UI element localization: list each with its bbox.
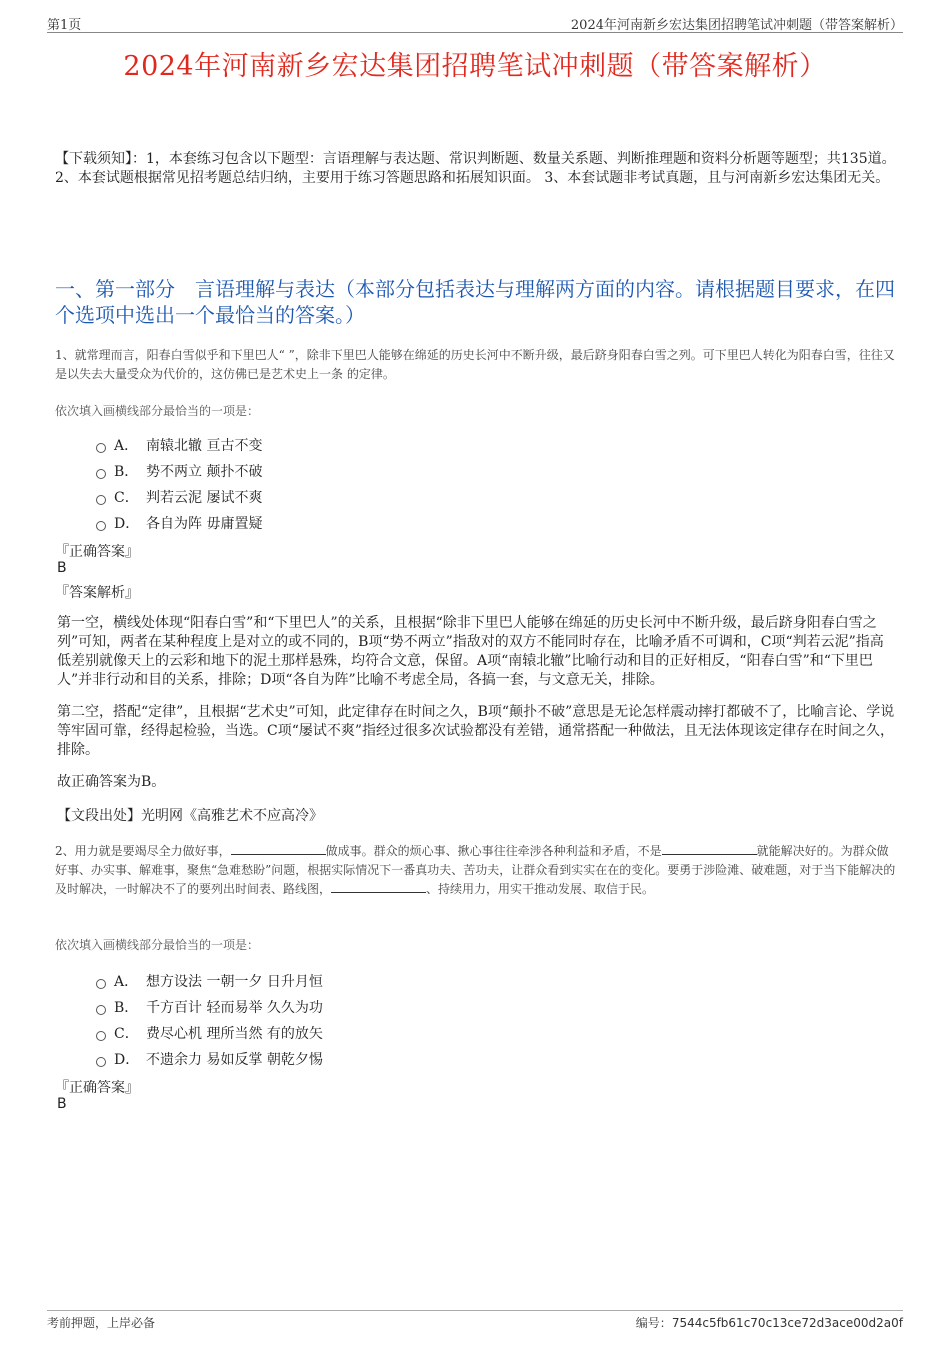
footer-code-label: 编号： [635, 1316, 672, 1330]
analysis-label: 『答案解析』 [55, 585, 139, 601]
radio-icon[interactable] [96, 1031, 106, 1041]
option-c[interactable] [96, 484, 262, 510]
option-text: 不遗余力 易如反掌 朝乾夕惕 [146, 1052, 323, 1068]
footer-code [636, 1314, 903, 1331]
option-text: 想方设法 一朝一夕 日升月恒 [146, 974, 323, 990]
question-1-text: 1、就常理而言，阳春白雪似乎和下里巴人“ ”，除非下里巴人能够在绵延的历史长河中不断升级，最后跻身阳春白雪之列。可下里巴人转化为阳春白雪，往往又是以失去大量受众为代价的，这仿佛已是艺术史上一条 的定律。 [55, 348, 895, 381]
answer-value: B [57, 560, 67, 576]
header-doc-title: 2024年河南新乡宏达集团招聘笔试冲刺题（带答案解析） [570, 18, 903, 33]
option-letter: C． [114, 490, 139, 506]
question-2-text-part: 做成事。群众的烦心事、揪心事往往牵涉各种利益和矛盾，不是 [325, 844, 662, 858]
option-text: 南辕北辙 亘古不变 [146, 438, 263, 454]
option-d[interactable] [96, 1046, 323, 1072]
fill-blank[interactable] [662, 842, 757, 855]
radio-icon[interactable] [96, 521, 106, 531]
question-1-options [96, 432, 262, 536]
option-letter: C． [114, 1026, 139, 1042]
question-1-prompt: 依次填入画横线部分最恰当的一项是： [55, 404, 260, 418]
fill-blank[interactable] [331, 880, 426, 893]
download-notice: 【下载须知】：1，本套练习包含以下题型：言语理解与表达题、常识判断题、数量关系题、判断推理题和资料分析题等题型；共135道。 2、本套试题根据常见招考题总结归纳，主要用于练习答题思路和拓展知识面。 3、本套试题非考试真题，且与河南新乡宏达集团无关。 [55, 151, 896, 186]
option-letter: D． [114, 1052, 140, 1068]
footer-divider [47, 1310, 903, 1311]
question-2-text-part: 就能解决好的。为群众做好事、办实事、解难事，聚焦“急难愁盼”问题，根据实际情况下一番真功夫、苦功夫，让群众看到实实在在的变化。要勇于涉险滩、破难题，对于当下能解决的及时解决，一时解决不了的要列出时间表、路线图， [55, 844, 896, 896]
radio-icon[interactable] [96, 443, 106, 453]
option-d[interactable] [96, 510, 262, 536]
page-number: 第1页 [47, 18, 82, 33]
option-text: 势不两立 颠扑不破 [146, 464, 263, 480]
radio-icon[interactable] [96, 1057, 106, 1067]
question-2-text [55, 842, 900, 899]
option-b[interactable] [96, 994, 323, 1020]
radio-icon[interactable] [96, 495, 106, 505]
footer-code-value: 7544c5fb61c70c13ce72d3ace00d2a0f [671, 1316, 903, 1330]
option-text: 千方百计 轻而易举 久久为功 [146, 1000, 323, 1016]
page-title: 2024年河南新乡宏达集团招聘笔试冲刺题（带答案解析） [123, 51, 827, 82]
option-c[interactable] [96, 1020, 323, 1046]
option-text: 各自为阵 毋庸置疑 [146, 516, 263, 532]
radio-icon[interactable] [96, 979, 106, 989]
radio-icon[interactable] [96, 469, 106, 479]
option-text: 费尽心机 理所当然 有的放矢 [146, 1026, 323, 1042]
footer-slogan: 考前押题，上岸必备 [47, 1316, 156, 1330]
header-divider [47, 32, 903, 33]
question-2-prompt: 依次填入画横线部分最恰当的一项是： [55, 938, 260, 952]
option-text: 判若云泥 屡试不爽 [146, 490, 263, 506]
text-source: 【文段出处】光明网《高雅艺术不应高冷》 [57, 808, 323, 824]
answer-value: B [57, 1096, 67, 1112]
question-2-text-part: 、持续用力，用实干推动发展、取信于民。 [426, 882, 655, 896]
option-letter: B． [114, 464, 139, 480]
question-2-options [96, 968, 323, 1072]
analysis-paragraph-1: 第一空，横线处体现“阳春白雪”和“下里巴人”的关系，且根据“除非下里巴人能够在绵延的历史长河中不断升级，最后跻身阳春白雪之列”可知，两者在某种程度上是对立的或不同的，B项“势不两立”指敌对的双方不能同时存在，比喻矛盾不可调和，C项“判若云泥”指高低差别就像天上的云彩和地下的泥土那样悬殊，均符合文意，保留。A项“南辕北辙”比喻行动和目的正好相反，“阳春白雪”和“下里巴人”并非行动和目的关系，排除；D项“各自为阵”比喻不考虑全局，各搞一套，与文意无关，排除。 [57, 615, 884, 688]
option-a[interactable] [96, 968, 323, 994]
option-letter: A． [114, 438, 139, 454]
answer-label: 『正确答案』 [55, 1080, 139, 1096]
question-2-text-part: 2、用力就是要竭尽全力做好事， [55, 844, 231, 858]
analysis-paragraph-2: 第二空，搭配“定律”，且根据“艺术史”可知，此定律存在时间之久，B项“颠扑不破”意思是无论怎样震动摔打都破不了，比喻言论、学说等牢固可靠，经得起检验，当选。C项“屡试不爽”指经过很多次试验都没有差错，通常搭配一种做法，且无法体现该定律存在时间之久，排除。 [57, 704, 895, 758]
answer-label: 『正确答案』 [55, 544, 139, 560]
option-b[interactable] [96, 458, 262, 484]
option-letter: D． [114, 516, 140, 532]
fill-blank[interactable] [231, 842, 326, 855]
analysis-conclusion: 故正确答案为B。 [57, 774, 166, 790]
option-letter: A． [114, 974, 139, 990]
option-letter: B． [114, 1000, 139, 1016]
radio-icon[interactable] [96, 1005, 106, 1015]
section-heading: 一、第一部分 言语理解与表达（本部分包括表达与理解两方面的内容。请根据题目要求，在四个选项中选出一个最恰当的答案。） [55, 277, 895, 327]
option-a[interactable] [96, 432, 262, 458]
